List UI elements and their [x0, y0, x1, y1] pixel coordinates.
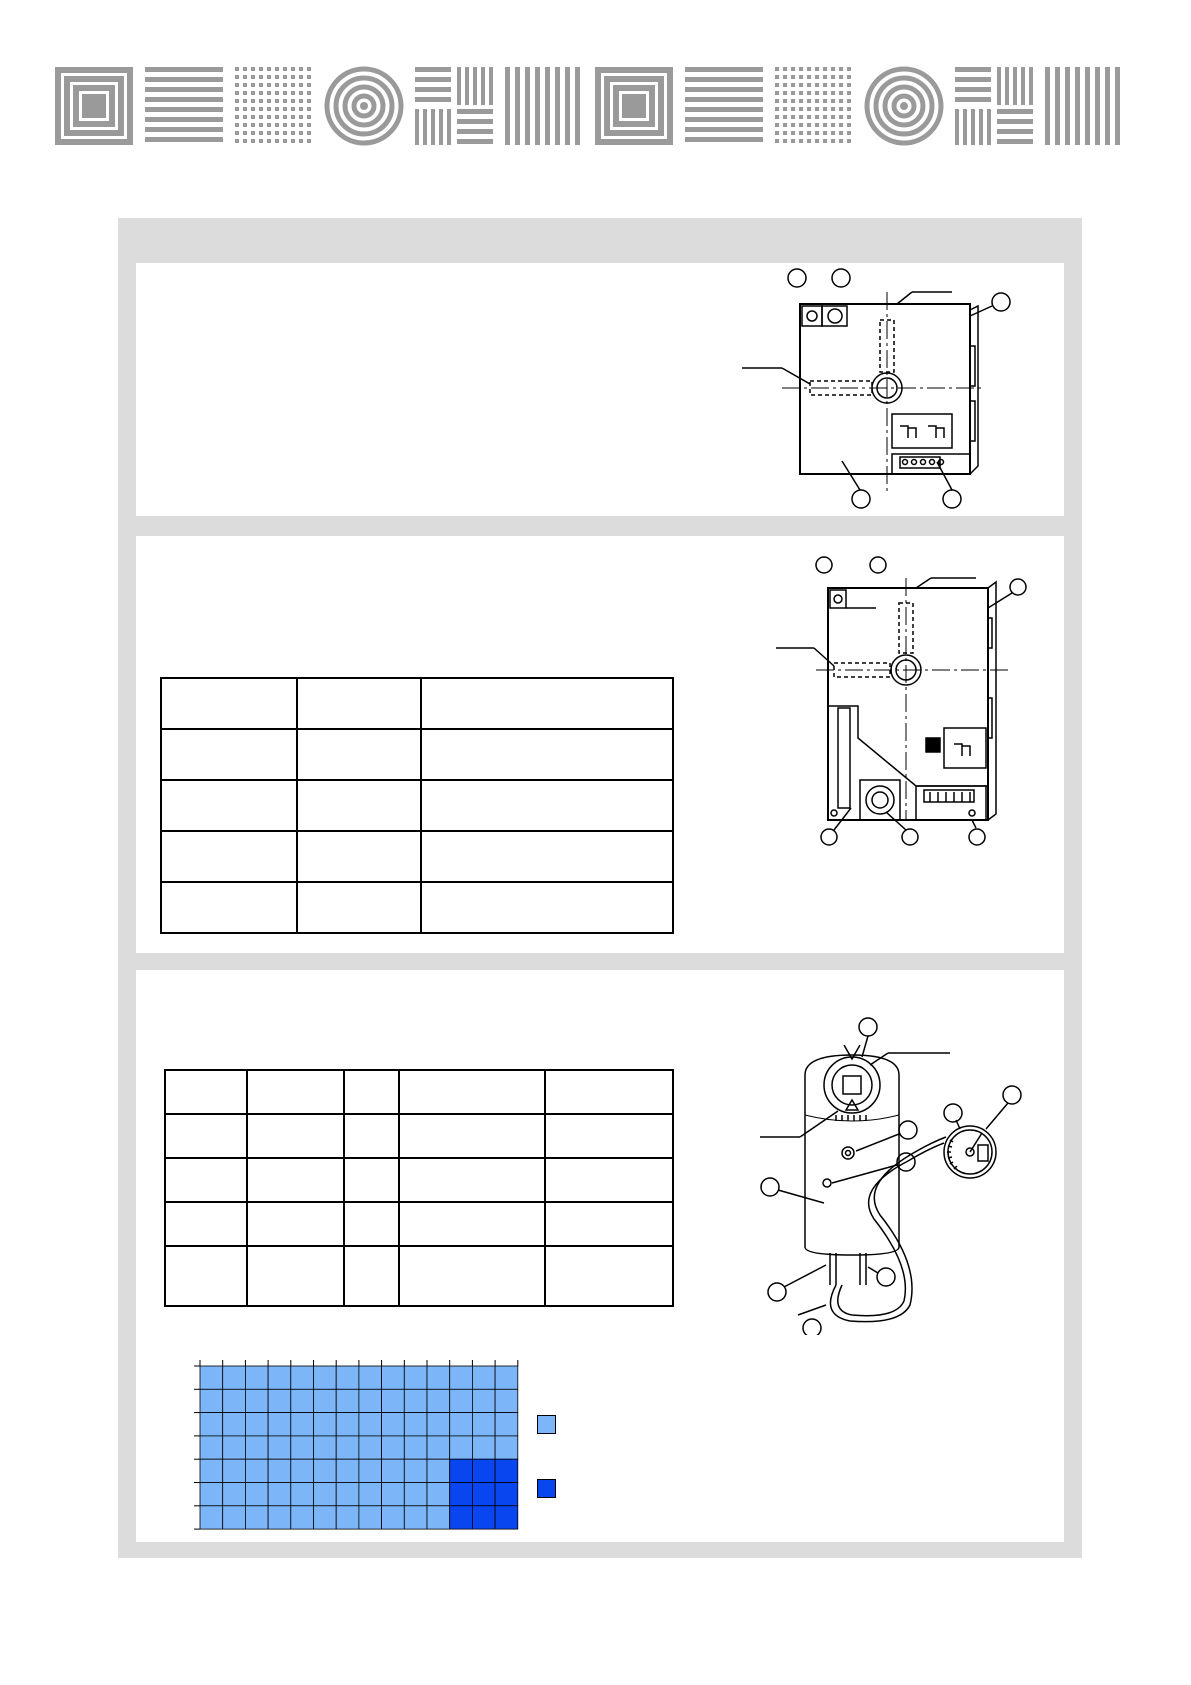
- section-2-table: [160, 677, 674, 934]
- grid-cell-dark: [450, 1459, 473, 1482]
- header-pattern-band: [55, 66, 1135, 146]
- header-pattern-mixed-icon: [415, 67, 493, 145]
- grid-cell-light: [404, 1389, 427, 1412]
- table-cell: [161, 678, 297, 729]
- grid-cell-light: [314, 1366, 337, 1389]
- grid-cell-light: [200, 1436, 223, 1459]
- grid-cell-light: [427, 1366, 450, 1389]
- grid-cell-light: [200, 1459, 223, 1482]
- table-cell: [421, 831, 673, 882]
- grid-cell-light: [382, 1366, 405, 1389]
- grid-cell-light: [200, 1389, 223, 1412]
- table-cell: [247, 1114, 344, 1158]
- grid-cell-dark: [495, 1483, 518, 1506]
- grid-cell-light: [427, 1389, 450, 1412]
- grid-cell-light: [291, 1413, 314, 1436]
- table-row: [161, 780, 673, 831]
- grid-cell-light: [268, 1413, 291, 1436]
- table-cell: [344, 1114, 399, 1158]
- grid-cell-light: [472, 1436, 495, 1459]
- table-cell: [344, 1202, 399, 1246]
- grid-cell-light: [359, 1459, 382, 1482]
- grid-cell-dark: [495, 1459, 518, 1482]
- grid-cell-light: [404, 1483, 427, 1506]
- grid-cell-light: [404, 1413, 427, 1436]
- table-cell: [247, 1070, 344, 1114]
- coverage-grid-chart: [190, 1360, 530, 1535]
- grid-cell-light: [223, 1413, 246, 1436]
- grid-cell-light: [359, 1483, 382, 1506]
- callout-circle: [943, 490, 961, 508]
- table-cell: [165, 1246, 247, 1306]
- grid-cell-light: [336, 1366, 359, 1389]
- grid-cell-light: [200, 1483, 223, 1506]
- table-cell: [247, 1158, 344, 1202]
- grid-cell-light: [450, 1436, 473, 1459]
- actuator-front-view-drawing: [742, 266, 1017, 514]
- table-cell: [297, 780, 421, 831]
- grid-cell-light: [245, 1413, 268, 1436]
- grid-cell-light: [268, 1483, 291, 1506]
- table-cell: [247, 1246, 344, 1306]
- grid-cell-light: [382, 1389, 405, 1412]
- grid-cell-light: [404, 1506, 427, 1529]
- grid-cell-light: [223, 1506, 246, 1529]
- grid-cell-light: [382, 1483, 405, 1506]
- table-cell: [344, 1246, 399, 1306]
- grid-cell-dark: [495, 1506, 518, 1529]
- table-cell: [421, 882, 673, 933]
- table-row: [161, 729, 673, 780]
- grid-cell-light: [291, 1366, 314, 1389]
- grid-cell-light: [200, 1366, 223, 1389]
- table-row: [165, 1070, 673, 1114]
- callout-circle: [992, 293, 1010, 311]
- table-cell: [545, 1202, 673, 1246]
- table-cell: [399, 1202, 545, 1246]
- table-cell: [165, 1114, 247, 1158]
- grid-cell-light: [336, 1506, 359, 1529]
- grid-cell-light: [472, 1366, 495, 1389]
- legend-swatch-light: [537, 1415, 556, 1434]
- grid-cell-dark: [450, 1506, 473, 1529]
- section-3-table: [164, 1069, 674, 1307]
- table-cell: [161, 780, 297, 831]
- grid-cell-light: [291, 1436, 314, 1459]
- table-cell: [545, 1158, 673, 1202]
- grid-cell-light: [450, 1366, 473, 1389]
- grid-cell-light: [223, 1483, 246, 1506]
- table-cell: [247, 1202, 344, 1246]
- grid-cell-light: [314, 1483, 337, 1506]
- header-pattern-hlines-icon: [145, 67, 223, 142]
- grid-cell-light: [404, 1436, 427, 1459]
- header-pattern-vlines-icon: [1045, 67, 1120, 145]
- table-cell: [161, 729, 297, 780]
- grid-cell-light: [382, 1436, 405, 1459]
- table-cell: [399, 1114, 545, 1158]
- grid-cell-light: [427, 1436, 450, 1459]
- table-cell: [165, 1202, 247, 1246]
- grid-cell-light: [314, 1459, 337, 1482]
- legend-swatch-dark: [537, 1479, 556, 1498]
- header-pattern-circles-icon: [327, 69, 401, 143]
- table-cell: [421, 729, 673, 780]
- grid-cell-dark: [472, 1483, 495, 1506]
- table-cell: [161, 882, 297, 933]
- grid-cell-dark: [450, 1483, 473, 1506]
- table-cell: [399, 1158, 545, 1202]
- grid-cell-light: [245, 1506, 268, 1529]
- grid-cell-light: [336, 1436, 359, 1459]
- table-cell: [421, 780, 673, 831]
- grid-cell-light: [245, 1389, 268, 1412]
- grid-cell-light: [427, 1459, 450, 1482]
- header-pattern-hlines-icon: [685, 67, 763, 142]
- rotary-actuator-with-remote-indicator-drawing: [760, 1015, 1022, 1335]
- table-cell: [297, 729, 421, 780]
- grid-cell-light: [268, 1366, 291, 1389]
- grid-cell-light: [223, 1389, 246, 1412]
- table-cell: [165, 1070, 247, 1114]
- grid-cell-light: [382, 1459, 405, 1482]
- header-pattern-circles-icon: [867, 69, 941, 143]
- grid-cell-light: [427, 1483, 450, 1506]
- grid-cell-dark: [472, 1459, 495, 1482]
- grid-cell-light: [268, 1436, 291, 1459]
- grid-cell-light: [336, 1389, 359, 1412]
- header-pattern-vlines-icon: [505, 67, 580, 145]
- grid-cell-light: [336, 1413, 359, 1436]
- table-cell: [297, 831, 421, 882]
- table-row: [161, 678, 673, 729]
- grid-cell-light: [495, 1436, 518, 1459]
- grid-cell-light: [223, 1366, 246, 1389]
- grid-cell-light: [382, 1506, 405, 1529]
- table-cell: [545, 1246, 673, 1306]
- grid-cell-light: [359, 1366, 382, 1389]
- table-cell: [344, 1070, 399, 1114]
- actuator-front-view-with-switch-drawing: [776, 548, 1032, 848]
- grid-cell-light: [359, 1413, 382, 1436]
- callout-circle: [788, 269, 806, 287]
- table-row: [161, 882, 673, 933]
- grid-cell-light: [450, 1389, 473, 1412]
- grid-cell-light: [200, 1413, 223, 1436]
- grid-cell-light: [404, 1459, 427, 1482]
- grid-cell-light: [245, 1436, 268, 1459]
- grid-cell-light: [268, 1389, 291, 1412]
- table-cell: [399, 1246, 545, 1306]
- table-row: [165, 1246, 673, 1306]
- callout-circle: [852, 490, 870, 508]
- grid-cell-light: [291, 1506, 314, 1529]
- callout-circle: [832, 269, 850, 287]
- table-cell: [297, 882, 421, 933]
- header-pattern-square-icon: [598, 70, 670, 142]
- table-row: [165, 1202, 673, 1246]
- grid-cell-light: [404, 1366, 427, 1389]
- grid-cell-light: [291, 1483, 314, 1506]
- grid-cell-light: [291, 1459, 314, 1482]
- table-cell: [165, 1158, 247, 1202]
- grid-cell-light: [223, 1459, 246, 1482]
- header-pattern-mixed-icon: [955, 67, 1033, 145]
- header-pattern-dots-icon: [775, 67, 851, 143]
- grid-cell-light: [314, 1506, 337, 1529]
- grid-cell-light: [268, 1506, 291, 1529]
- grid-cell-light: [472, 1413, 495, 1436]
- grid-cell-light: [314, 1389, 337, 1412]
- grid-cell-dark: [472, 1506, 495, 1529]
- grid-cell-light: [245, 1366, 268, 1389]
- grid-cell-light: [359, 1389, 382, 1412]
- table-cell: [161, 831, 297, 882]
- grid-cell-light: [200, 1506, 223, 1529]
- table-cell: [399, 1070, 545, 1114]
- grid-cell-light: [245, 1483, 268, 1506]
- table-cell: [545, 1114, 673, 1158]
- grid-cell-light: [427, 1506, 450, 1529]
- grid-cell-light: [223, 1436, 246, 1459]
- table-row: [165, 1114, 673, 1158]
- grid-cell-light: [245, 1459, 268, 1482]
- grid-cell-light: [472, 1389, 495, 1412]
- grid-cell-light: [495, 1413, 518, 1436]
- grid-cell-light: [268, 1459, 291, 1482]
- header-pattern-dots-icon: [235, 67, 311, 143]
- grid-cell-light: [314, 1436, 337, 1459]
- grid-cell-light: [314, 1413, 337, 1436]
- grid-cell-light: [359, 1436, 382, 1459]
- table-row: [165, 1158, 673, 1202]
- grid-cell-light: [382, 1413, 405, 1436]
- grid-cell-light: [336, 1459, 359, 1482]
- grid-cell-light: [336, 1483, 359, 1506]
- grid-cell-light: [291, 1389, 314, 1412]
- grid-cell-light: [495, 1366, 518, 1389]
- header-pattern-square-icon: [58, 70, 130, 142]
- grid-cell-light: [450, 1413, 473, 1436]
- grid-cell-light: [359, 1506, 382, 1529]
- table-cell: [297, 678, 421, 729]
- grid-cell-light: [495, 1389, 518, 1412]
- table-row: [161, 831, 673, 882]
- table-cell: [344, 1158, 399, 1202]
- table-cell: [421, 678, 673, 729]
- grid-cell-light: [427, 1413, 450, 1436]
- table-cell: [545, 1070, 673, 1114]
